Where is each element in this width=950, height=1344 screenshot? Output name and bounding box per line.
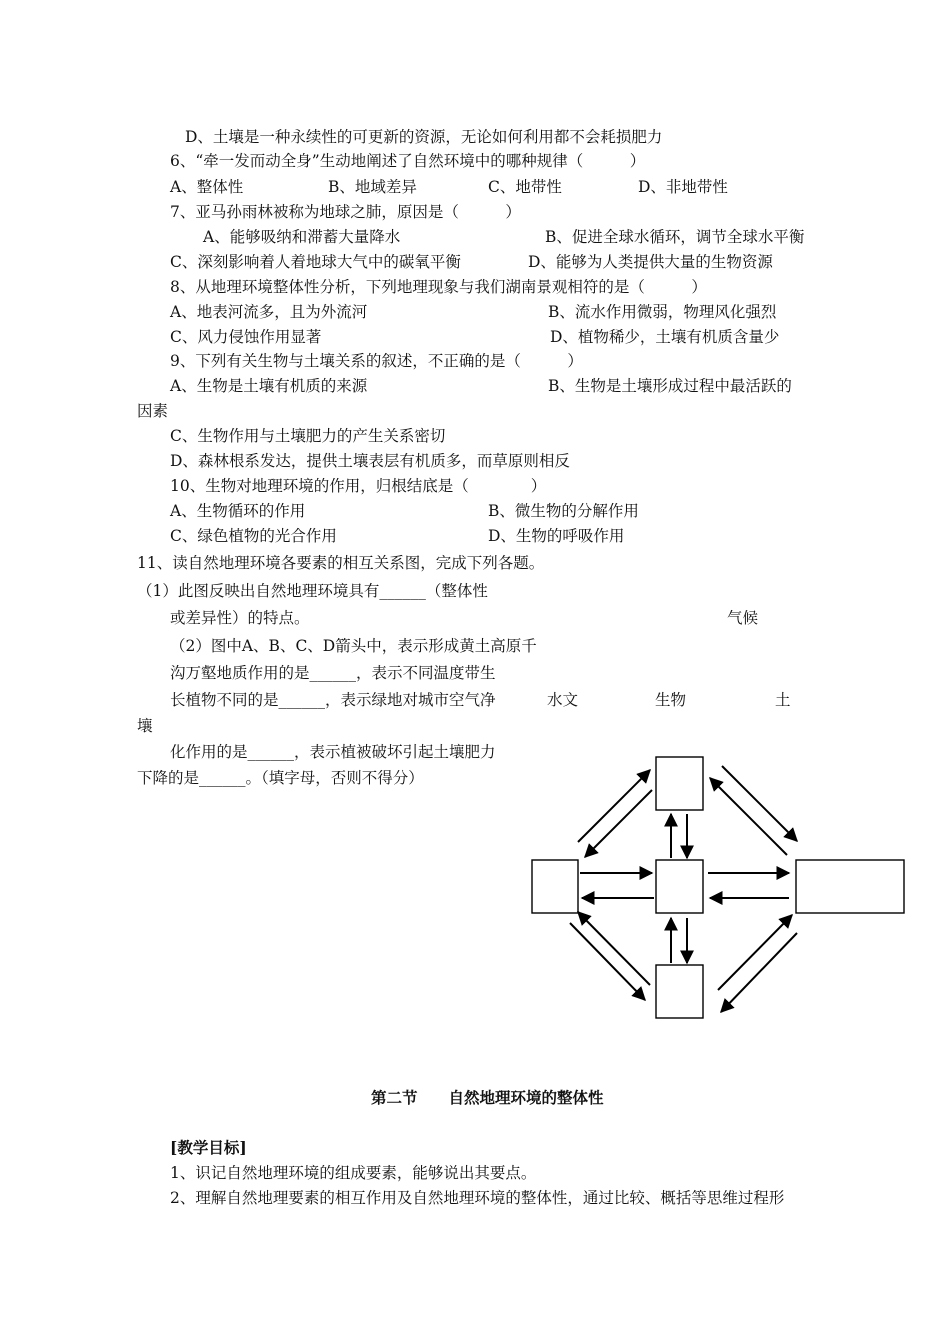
- q9-option-c: C、生物作用与土壤肥力的产生关系密切: [170, 427, 446, 445]
- box-left: [532, 860, 578, 913]
- arrow-right-to-bottom: [721, 933, 797, 1012]
- q7-option-b: B、促进全球水循环，调节全球水平衡: [545, 228, 805, 246]
- q6-option-d: D、非地带性: [638, 178, 728, 196]
- label-hydrology: 水文: [547, 691, 579, 709]
- arrow-top-to-right: [722, 766, 797, 841]
- q6-option-a: A、整体性: [170, 178, 244, 196]
- q9-option-b-cont: 因素: [137, 402, 169, 420]
- box-bottom: [656, 965, 703, 1018]
- q11-part2-line5: 化作用的是______，表示植被破坏引起土壤肥力: [170, 743, 496, 761]
- q9-option-a: A、生物是土壤有机质的来源: [170, 377, 368, 395]
- q8-option-b: B、流水作用微弱，物理风化强烈: [548, 303, 777, 321]
- label-soil: 土: [775, 691, 791, 709]
- box-top: [656, 757, 703, 810]
- q10-option-d: D、生物的呼吸作用: [488, 527, 625, 545]
- q9-option-b: B、生物是土壤形成过程中最活跃的: [548, 377, 792, 395]
- q11-part1-line1: （1）此图反映出自然地理环境具有______（整体性: [137, 582, 488, 600]
- q11-part2-line6: 下降的是______。（填字母，否则不得分）: [137, 769, 424, 787]
- arrow-top-to-left: [585, 790, 652, 857]
- q8-option-d: D、植物稀少，土壤有机质含量少: [550, 328, 780, 346]
- q9-option-d: D、森林根系发达，提供土壤表层有机质多，而草原则相反: [170, 452, 570, 470]
- objectives-heading: [教学目标]: [170, 1138, 247, 1157]
- q7-option-a: A、能够吸纳和滞蓄大量降水: [203, 228, 401, 246]
- section-title: 第二节 自然地理环境的整体性: [371, 1088, 604, 1107]
- objective-item-2: 2、理解自然地理要素的相互作用及自然地理环境的整体性，通过比较、概括等思维过程形: [170, 1189, 785, 1207]
- q6-stem: 6、“牵一发而动全身”生动地阐述了自然环境中的哪种规律（ ）: [170, 152, 646, 170]
- q5-option-d: D、土壤是一种永续性的可更新的资源，无论如何利用都不会耗损肥力: [185, 128, 663, 146]
- q7-stem: 7、亚马孙雨林被称为地球之肺，原因是（ ）: [170, 203, 521, 221]
- q9-stem: 9、下列有关生物与土壤关系的叙述，不正确的是（ ）: [170, 352, 583, 370]
- q10-option-c: C、绿色植物的光合作用: [170, 527, 337, 545]
- q6-option-c: C、地带性: [488, 178, 562, 196]
- arrow-left-to-top: [578, 770, 650, 842]
- q10-option-b: B、微生物的分解作用: [488, 502, 639, 520]
- arrow-bottom-to-left: [578, 912, 650, 985]
- box-right: [796, 860, 904, 913]
- arrow-left-to-bottom: [570, 923, 645, 1000]
- box-center: [656, 860, 703, 913]
- label-biology: 生物: [655, 691, 687, 709]
- q8-option-a: A、地表河流多，且为外流河: [170, 303, 368, 321]
- q11-stem: 11、读自然地理环境各要素的相互关系图，完成下列各题。: [137, 554, 545, 572]
- objective-item-1: 1、识记自然地理环境的组成要素，能够说出其要点。: [170, 1164, 537, 1182]
- q10-option-a: A、生物循环的作用: [170, 502, 306, 520]
- q11-part1-line2: 或差异性）的特点。: [170, 609, 310, 627]
- q11-part2-line4: 壤: [137, 717, 153, 735]
- arrow-bottom-to-right: [718, 915, 792, 990]
- q7-option-c: C、深刻影响着人着地球大气中的碳氧平衡: [170, 253, 461, 271]
- q10-stem: 10、生物对地理环境的作用，归根结底是（ ）: [170, 477, 547, 495]
- q8-option-c: C、风力侵蚀作用显著: [170, 328, 322, 346]
- label-climate: 气候: [727, 609, 759, 627]
- q8-stem: 8、从地理环境整体性分析，下列地理现象与我们湖南景观相符的是（ ）: [170, 278, 707, 296]
- q11-part2-line2: 沟万壑地质作用的是______，表示不同温度带生: [170, 664, 496, 682]
- q11-part2-line1: （2）图中A、B、C、D箭头中，表示形成黄土高原千: [170, 637, 537, 655]
- q6-option-b: B、地域差异: [328, 178, 417, 196]
- arrow-right-to-top: [710, 778, 787, 855]
- q11-part2-line3: 长植物不同的是______，表示绿地对城市空气净: [170, 691, 496, 709]
- q7-option-d: D、能够为人类提供大量的生物资源: [528, 253, 773, 271]
